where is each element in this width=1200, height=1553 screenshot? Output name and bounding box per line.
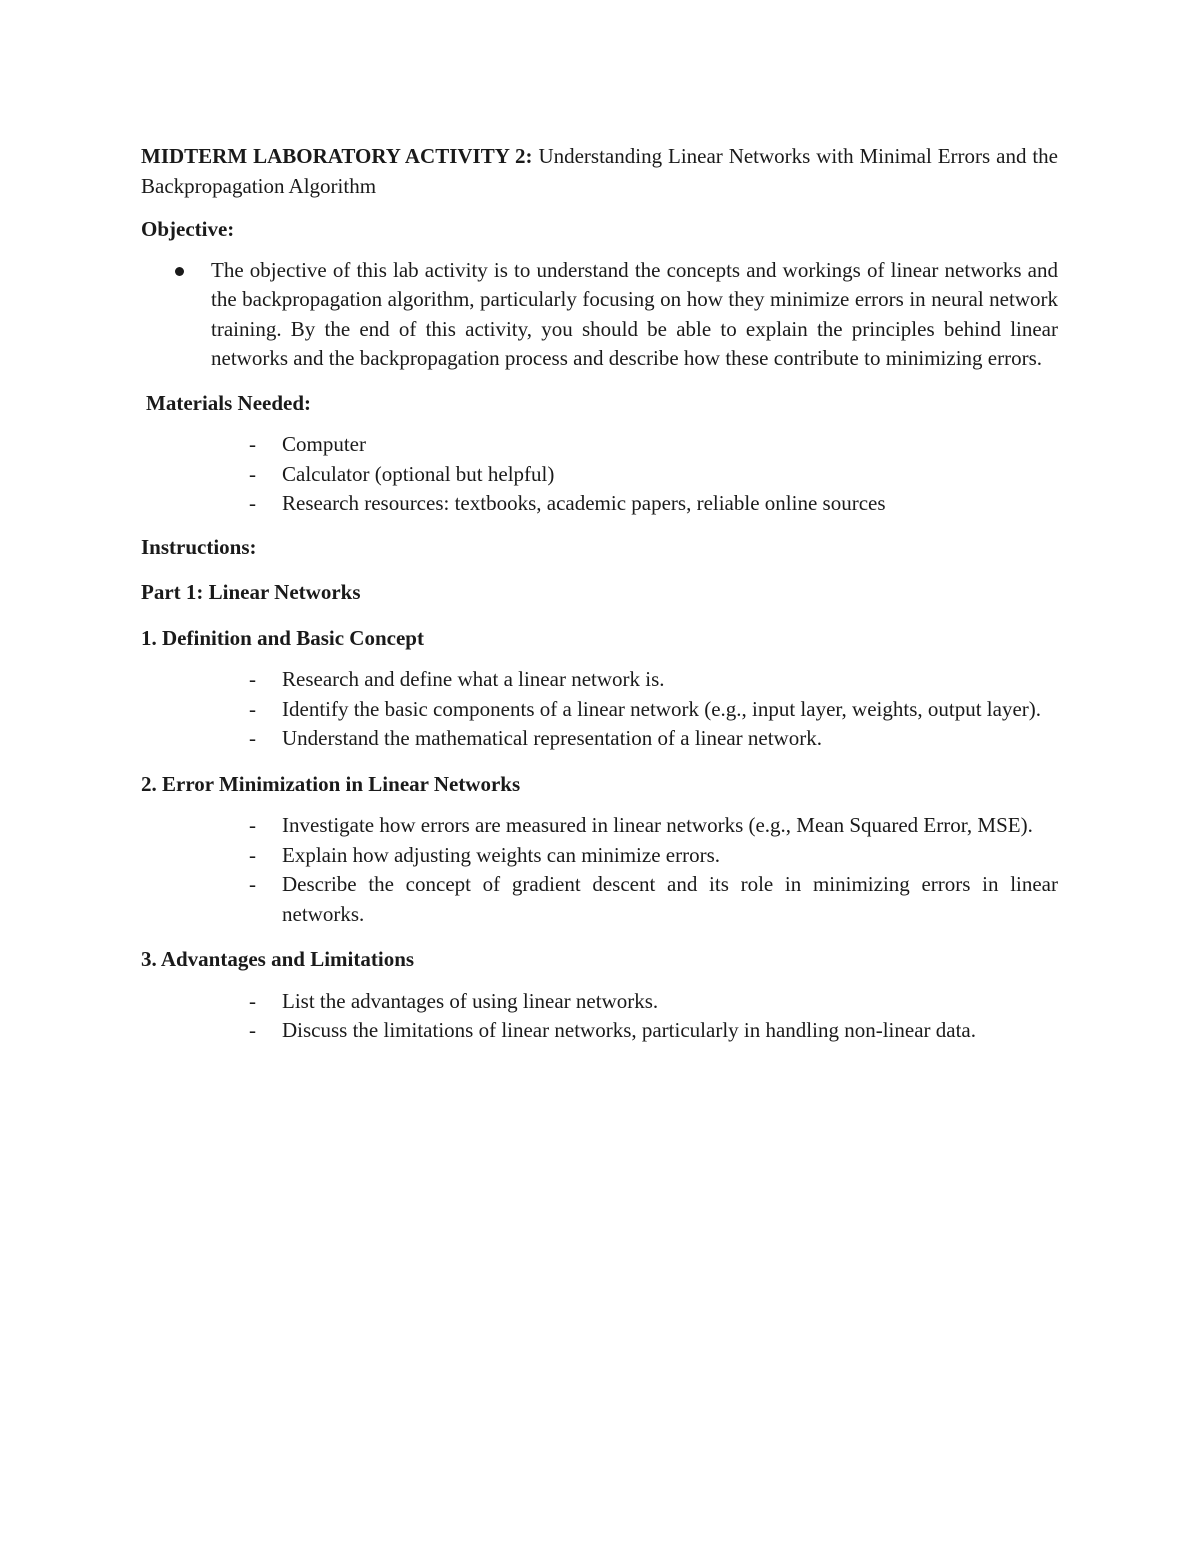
list-item-text: Identify the basic components of a linear network (e.g., input layer, weights, output layer). (282, 696, 1042, 721)
dash-marker: - (249, 667, 256, 691)
dash-marker: - (249, 491, 256, 515)
list-item (141, 695, 1058, 725)
objective-heading: Objective: (141, 217, 235, 241)
list-item (141, 811, 1058, 841)
list-item-text: Research and define what a linear network is. (282, 667, 665, 691)
dash-marker: - (249, 842, 256, 867)
dash-marker: - (249, 988, 256, 1013)
dash-marker: - (249, 813, 256, 837)
document-title (141, 142, 1058, 201)
list-item-text: Understand the mathematical representation of a linear network. (282, 726, 822, 750)
objective-list (141, 256, 1058, 374)
dash-marker: - (249, 461, 256, 486)
dash-marker: - (249, 872, 256, 896)
list-item (141, 489, 1058, 519)
section-heading: 2. Error Minimization in Linear Networks (141, 771, 521, 796)
list-item-text: Calculator (optional but helpful) (282, 461, 555, 486)
list-item (141, 665, 1058, 695)
list-item (141, 841, 1058, 871)
list-item-text: Computer (282, 432, 366, 456)
instructions-heading: Instructions: (141, 534, 257, 559)
objective-text: The objective of this lab activity is to understand the concepts and workings of linear networks and the backpropagation algorithm, particularly focusing on how they minimize errors in neural network training. By the end of this activity, you should be able to explain the principles behind linear networks and the backpropagation process and describe how these contribute to minimizing errors. (211, 257, 1058, 370)
list-item-text: List the advantages of using linear networks. (282, 988, 659, 1013)
part-heading: Part 1: Linear Networks (141, 580, 361, 604)
title-text: Understanding Linear Networks with Minimal Errors and the Backpropagation Algorithm (141, 144, 1059, 198)
objective-item (141, 256, 1058, 374)
document-page (141, 142, 1058, 1046)
list-item (141, 1016, 1058, 1046)
section-list (141, 811, 1058, 929)
section-list (141, 665, 1058, 754)
section-heading: 1. Definition and Basic Concept (141, 625, 424, 650)
section-heading: 3. Advantages and Limitations (141, 947, 415, 971)
list-item-text: Describe the concept of gradient descent and its role in minimizing errors in linear networks. (282, 872, 1058, 926)
dash-marker: - (249, 1018, 256, 1042)
list-item-text: Investigate how errors are measured in linear networks (e.g., Mean Squared Error, MSE). (282, 813, 1033, 837)
list-item (141, 987, 1058, 1017)
list-item (141, 430, 1058, 460)
dash-marker: - (249, 432, 256, 456)
section-list (141, 987, 1058, 1046)
materials-list (141, 430, 1058, 519)
title-label: MIDTERM LABORATORY ACTIVITY 2: (141, 144, 533, 168)
bullet-icon (175, 267, 184, 276)
materials-heading: Materials Needed: (146, 390, 312, 415)
list-item (141, 870, 1058, 929)
dash-marker: - (249, 726, 256, 750)
list-item (141, 724, 1058, 754)
list-item-text: Research resources: textbooks, academic papers, reliable online sources (282, 491, 886, 515)
list-item (141, 460, 1058, 490)
list-item-text: Discuss the limitations of linear networks, particularly in handling non-linear data. (282, 1018, 976, 1042)
list-item-text: Explain how adjusting weights can minimize errors. (282, 842, 720, 867)
dash-marker: - (249, 696, 256, 721)
